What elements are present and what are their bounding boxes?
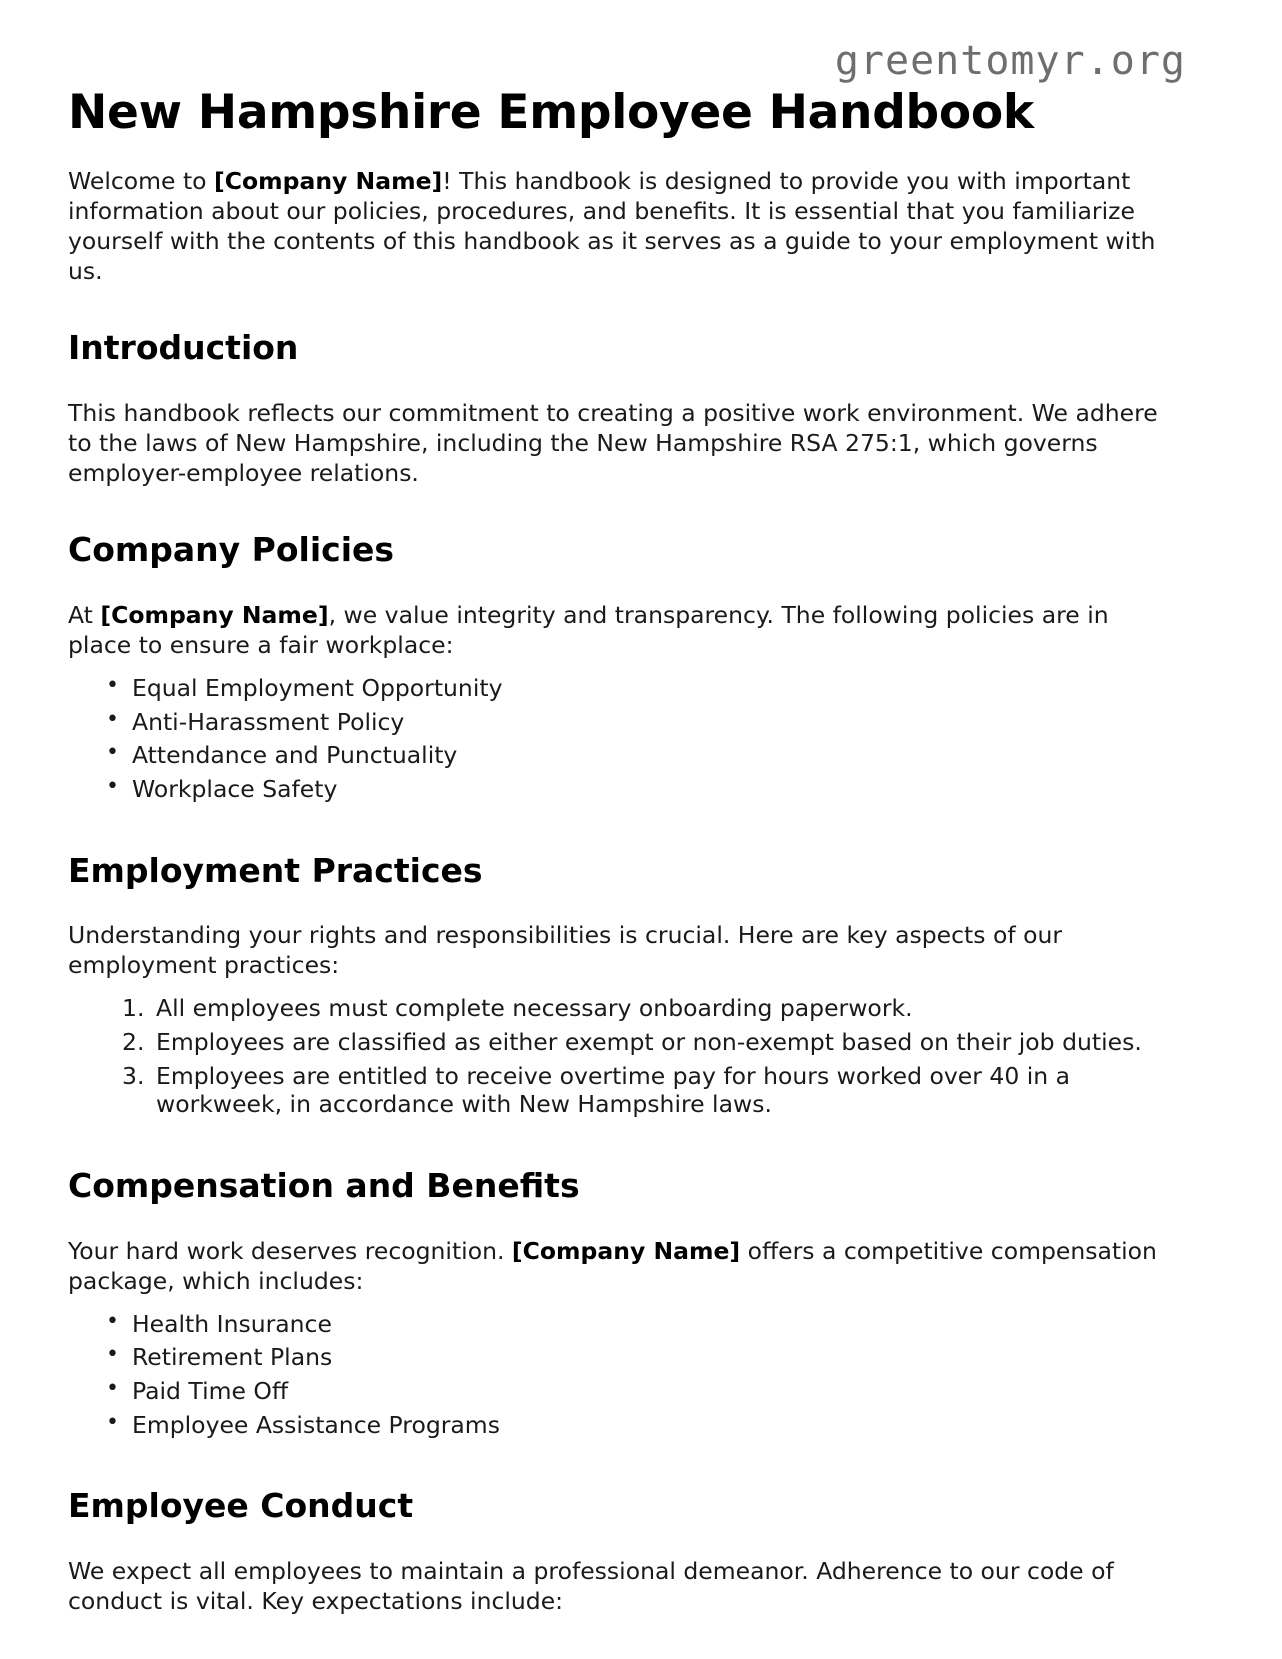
list-item: Employees are classified as either exempt or non-exempt based on their job duties. — [156, 1027, 1142, 1056]
section-heading-employee-conduct: Employee Conduct — [68, 1486, 414, 1526]
introduction-paragraph: This handbook reflects our commitment to creating a positive work environment. We adhere to the laws of New Hampshire, including the New Hampshire RSA 275:1, which governs employer-employee relations. — [68, 398, 1158, 488]
site-watermark: greentomyr.org — [834, 38, 1186, 84]
company-policies-list — [68, 660, 1214, 809]
list-item: • Equal Employment Opportunity — [132, 674, 1214, 708]
list-item: • Retirement Plans — [132, 1343, 1214, 1377]
company-name-placeholder: [Company Name] — [100, 600, 329, 629]
employee-conduct-paragraph: We expect all employees to maintain a professional demeanor. Adherence to our code of conduct is vital. Key expectations include: — [68, 1556, 1114, 1615]
list-item: All employees must complete necessary onboarding paperwork. — [156, 994, 913, 1023]
compensation-paragraph — [68, 1210, 1158, 1296]
company-name-placeholder: [Company Name] — [511, 1236, 741, 1265]
list-item: • Health Insurance — [132, 1310, 1214, 1344]
page-title: New Hampshire Employee Handbook — [68, 85, 1034, 140]
section-heading-employment-practices: Employment Practices — [68, 850, 483, 890]
employment-practices-list — [68, 980, 1214, 1124]
section-heading-introduction: Introduction — [68, 328, 299, 368]
list-item: • Employee Assistance Programs — [132, 1411, 1214, 1445]
company-policies-lead: At — [68, 600, 101, 629]
company-name-placeholder: [Company Name] — [214, 167, 443, 196]
list-item: • Paid Time Off — [132, 1377, 1214, 1411]
intro-rest: ! This handbook is designed to provide you with important information about our policies, procedures, and benefits. It is essential that you familiarize yourself with the contents of this handbook as it serves as a guide to your employment with us. — [68, 167, 1156, 286]
intro-lead: Welcome to — [68, 167, 215, 196]
employment-practices-paragraph: Understanding your rights and responsibilities is crucial. Here are key aspects of our employment practices: — [68, 921, 1062, 980]
company-policies-rest: , we value integrity and transparency. The following policies are in place to ensure a fair workplace: — [68, 600, 1109, 659]
list-item: • Anti-Harassment Policy — [132, 708, 1214, 742]
section-heading-compensation-and-benefits: Compensation and Benefits — [68, 1165, 580, 1205]
benefits-list — [68, 1296, 1214, 1445]
company-policies-paragraph — [68, 574, 1158, 660]
list-item: • Attendance and Punctuality — [132, 741, 1214, 775]
compensation-rest: offers a competitive compensation package, which includes: — [68, 1236, 1157, 1295]
list-item: Employees are entitled to receive overtime pay for hours worked over 40 in a workweek, in accordance with New Hampshire laws. — [156, 1061, 1071, 1119]
section-heading-company-policies: Company Policies — [68, 530, 395, 570]
list-item: • Workplace Safety — [132, 775, 1214, 809]
intro-paragraph — [68, 140, 1158, 286]
compensation-lead: Your hard work deserves recognition. — [68, 1236, 512, 1265]
